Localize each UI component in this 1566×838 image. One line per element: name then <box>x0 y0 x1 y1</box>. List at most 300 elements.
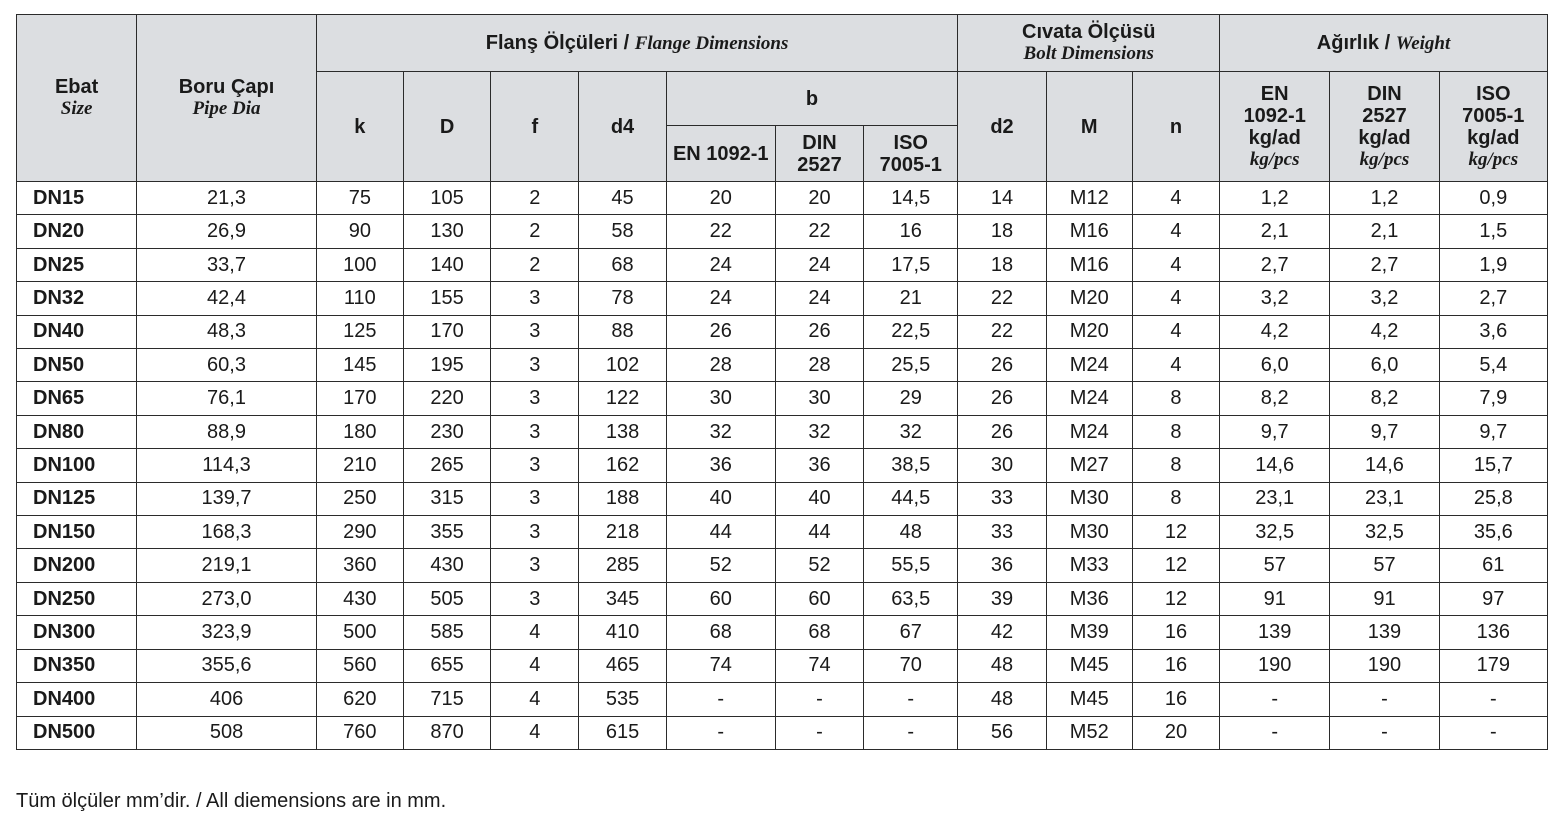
cell-b-iso7005: - <box>864 683 958 716</box>
cell-M: M24 <box>1046 382 1132 415</box>
cell-weight-din2527: 32,5 <box>1330 516 1439 549</box>
cell-b-en1092: 44 <box>666 516 775 549</box>
cell-k: 110 <box>316 282 403 315</box>
cell-d2: 39 <box>958 582 1046 615</box>
header-weight-din2527 <box>1330 72 1439 182</box>
cell-n: 4 <box>1132 315 1219 348</box>
cell-b-iso7005: 22,5 <box>864 315 958 348</box>
cell-size: DN15 <box>17 182 137 215</box>
cell-size: DN125 <box>17 482 137 515</box>
header-size-en: Size <box>60 98 93 119</box>
header-b-din2527 <box>775 126 863 182</box>
cell-weight-en1092: 190 <box>1220 649 1330 682</box>
cell-n: 12 <box>1132 582 1219 615</box>
cell-b-iso7005: 44,5 <box>864 482 958 515</box>
table-row <box>17 616 1548 649</box>
cell-d4: 410 <box>579 616 666 649</box>
header-k: k <box>316 72 403 182</box>
cell-weight-din2527: 139 <box>1330 616 1439 649</box>
cell-d4: 58 <box>579 215 666 248</box>
cell-D: 655 <box>403 649 490 682</box>
cell-D: 140 <box>403 248 490 281</box>
cell-D: 105 <box>403 182 490 215</box>
header-weight-en: Weight <box>1395 32 1451 54</box>
cell-b-en1092: 20 <box>666 182 775 215</box>
cell-size: DN40 <box>17 315 137 348</box>
header-pipe-dia-tr: Boru Çapı <box>178 76 275 98</box>
cell-d2: 26 <box>958 382 1046 415</box>
cell-k: 560 <box>316 649 403 682</box>
cell-k: 180 <box>316 415 403 448</box>
cell-weight-iso7005: 35,6 <box>1439 516 1547 549</box>
header-weight-iso7005-l2: 7005-1 <box>1462 104 1525 127</box>
header-weight-din2527-l2: 2527 <box>1362 104 1407 127</box>
cell-D: 715 <box>403 683 490 716</box>
cell-D: 155 <box>403 282 490 315</box>
cell-size: DN150 <box>17 516 137 549</box>
table-row <box>17 449 1548 482</box>
cell-weight-iso7005: 61 <box>1439 549 1547 582</box>
cell-weight-en1092: 91 <box>1220 582 1330 615</box>
header-b-iso7005-l1: ISO <box>893 131 928 154</box>
cell-d4: 162 <box>579 449 666 482</box>
cell-weight-din2527: 57 <box>1330 549 1439 582</box>
cell-b-en1092: - <box>666 716 775 750</box>
cell-D: 585 <box>403 616 490 649</box>
cell-weight-din2527: 23,1 <box>1330 482 1439 515</box>
cell-b-din2527: 68 <box>775 616 863 649</box>
cell-f: 3 <box>491 415 579 448</box>
cell-M: M39 <box>1046 616 1132 649</box>
cell-weight-iso7005: 1,9 <box>1439 248 1547 281</box>
header-weight-iso7005 <box>1439 72 1547 182</box>
cell-f: 3 <box>491 449 579 482</box>
cell-b-din2527: 22 <box>775 215 863 248</box>
cell-pipe-dia: 48,3 <box>137 315 316 348</box>
cell-d4: 535 <box>579 683 666 716</box>
cell-M: M30 <box>1046 516 1132 549</box>
cell-weight-din2527: 6,0 <box>1330 349 1439 382</box>
cell-f: 4 <box>491 649 579 682</box>
cell-k: 360 <box>316 549 403 582</box>
cell-size: DN500 <box>17 716 137 750</box>
cell-n: 12 <box>1132 549 1219 582</box>
cell-size: DN65 <box>17 382 137 415</box>
cell-b-en1092: 36 <box>666 449 775 482</box>
cell-k: 125 <box>316 315 403 348</box>
cell-d4: 345 <box>579 582 666 615</box>
cell-weight-en1092: 139 <box>1220 616 1330 649</box>
cell-weight-en1092: 1,2 <box>1220 182 1330 215</box>
cell-D: 230 <box>403 415 490 448</box>
cell-weight-iso7005: 3,6 <box>1439 315 1547 348</box>
cell-b-din2527: 40 <box>775 482 863 515</box>
cell-n: 8 <box>1132 482 1219 515</box>
header-d2: d2 <box>958 72 1046 182</box>
cell-weight-iso7005: 15,7 <box>1439 449 1547 482</box>
header-b-iso7005-l2: 7005-1 <box>879 153 942 176</box>
cell-pipe-dia: 42,4 <box>137 282 316 315</box>
cell-weight-iso7005: - <box>1439 683 1547 716</box>
table-row <box>17 683 1548 716</box>
cell-weight-en1092: 14,6 <box>1220 449 1330 482</box>
cell-b-en1092: 74 <box>666 649 775 682</box>
cell-f: 3 <box>491 349 579 382</box>
cell-d4: 102 <box>579 349 666 382</box>
header-weight-tr: Ağırlık / <box>1316 31 1391 54</box>
cell-b-din2527: 32 <box>775 415 863 448</box>
cell-b-iso7005: 55,5 <box>864 549 958 582</box>
cell-d2: 22 <box>958 282 1046 315</box>
cell-weight-iso7005: 2,7 <box>1439 282 1547 315</box>
cell-f: 2 <box>491 215 579 248</box>
cell-d2: 26 <box>958 415 1046 448</box>
header-flange-dimensions <box>316 15 958 72</box>
cell-weight-iso7005: 9,7 <box>1439 415 1547 448</box>
table-row <box>17 349 1548 382</box>
header-b: b <box>666 72 958 126</box>
cell-b-en1092: 26 <box>666 315 775 348</box>
cell-b-en1092: 28 <box>666 349 775 382</box>
cell-b-en1092: - <box>666 683 775 716</box>
table-header <box>17 15 1548 182</box>
table-row <box>17 415 1548 448</box>
header-weight-din2527-unit-tr: kg/ad <box>1358 126 1411 149</box>
cell-M: M30 <box>1046 482 1132 515</box>
cell-weight-din2527: - <box>1330 716 1439 750</box>
cell-k: 90 <box>316 215 403 248</box>
footnote: Tüm ölçüler mm’dir. / All diemensions are in mm. <box>16 790 447 812</box>
header-d4: d4 <box>579 72 666 182</box>
cell-b-en1092: 32 <box>666 415 775 448</box>
cell-f: 3 <box>491 482 579 515</box>
cell-weight-iso7005: 7,9 <box>1439 382 1547 415</box>
cell-b-en1092: 30 <box>666 382 775 415</box>
cell-pipe-dia: 88,9 <box>137 415 316 448</box>
header-weight-iso7005-l1: ISO <box>1476 82 1511 105</box>
cell-k: 760 <box>316 716 403 750</box>
cell-d4: 68 <box>579 248 666 281</box>
header-b-din2527-l2: 2527 <box>797 153 842 176</box>
cell-pipe-dia: 139,7 <box>137 482 316 515</box>
cell-f: 3 <box>491 282 579 315</box>
header-f: f <box>491 72 579 182</box>
cell-M: M45 <box>1046 683 1132 716</box>
cell-weight-iso7005: 136 <box>1439 616 1547 649</box>
cell-f: 4 <box>491 616 579 649</box>
cell-b-din2527: - <box>775 716 863 750</box>
table-row <box>17 649 1548 682</box>
cell-k: 170 <box>316 382 403 415</box>
cell-D: 505 <box>403 582 490 615</box>
cell-d4: 122 <box>579 382 666 415</box>
cell-b-iso7005: 67 <box>864 616 958 649</box>
header-bolt-dimensions <box>958 15 1220 72</box>
cell-M: M16 <box>1046 248 1132 281</box>
cell-f: 3 <box>491 516 579 549</box>
header-weight <box>1220 15 1548 72</box>
cell-pipe-dia: 33,7 <box>137 248 316 281</box>
cell-size: DN250 <box>17 582 137 615</box>
cell-D: 430 <box>403 549 490 582</box>
cell-pipe-dia: 406 <box>137 683 316 716</box>
header-weight-iso7005-unit-tr: kg/ad <box>1467 126 1520 149</box>
cell-d2: 48 <box>958 683 1046 716</box>
cell-b-din2527: 36 <box>775 449 863 482</box>
header-weight-en1092-l2: 1092-1 <box>1243 104 1306 127</box>
cell-k: 75 <box>316 182 403 215</box>
header-flange-tr: Flanş Ölçüleri / <box>485 31 630 54</box>
cell-d4: 615 <box>579 716 666 750</box>
table-row <box>17 182 1548 215</box>
cell-d4: 45 <box>579 182 666 215</box>
cell-size: DN200 <box>17 549 137 582</box>
cell-pipe-dia: 60,3 <box>137 349 316 382</box>
cell-b-iso7005: 48 <box>864 516 958 549</box>
cell-size: DN100 <box>17 449 137 482</box>
cell-n: 4 <box>1132 282 1219 315</box>
cell-n: 12 <box>1132 516 1219 549</box>
cell-weight-en1092: 6,0 <box>1220 349 1330 382</box>
cell-M: M45 <box>1046 649 1132 682</box>
cell-size: DN400 <box>17 683 137 716</box>
cell-b-iso7005: 63,5 <box>864 582 958 615</box>
cell-n: 8 <box>1132 382 1219 415</box>
table-row <box>17 516 1548 549</box>
cell-n: 16 <box>1132 616 1219 649</box>
cell-M: M20 <box>1046 282 1132 315</box>
table-row <box>17 382 1548 415</box>
cell-b-din2527: 28 <box>775 349 863 382</box>
cell-pipe-dia: 355,6 <box>137 649 316 682</box>
cell-d4: 88 <box>579 315 666 348</box>
cell-d4: 465 <box>579 649 666 682</box>
header-bolt-en: Bolt Dimensions <box>1023 43 1154 64</box>
cell-weight-din2527: 190 <box>1330 649 1439 682</box>
cell-weight-iso7005: 25,8 <box>1439 482 1547 515</box>
cell-weight-iso7005: - <box>1439 716 1547 750</box>
header-n: n <box>1132 72 1219 182</box>
cell-pipe-dia: 21,3 <box>137 182 316 215</box>
cell-k: 290 <box>316 516 403 549</box>
cell-b-din2527: 20 <box>775 182 863 215</box>
cell-D: 220 <box>403 382 490 415</box>
cell-f: 3 <box>491 549 579 582</box>
cell-pipe-dia: 323,9 <box>137 616 316 649</box>
cell-M: M36 <box>1046 582 1132 615</box>
cell-d2: 48 <box>958 649 1046 682</box>
cell-M: M24 <box>1046 349 1132 382</box>
header-b-iso7005 <box>864 126 958 182</box>
header-M: M <box>1046 72 1132 182</box>
cell-D: 170 <box>403 315 490 348</box>
cell-k: 250 <box>316 482 403 515</box>
cell-f: 3 <box>491 315 579 348</box>
cell-size: DN20 <box>17 215 137 248</box>
cell-weight-din2527: 3,2 <box>1330 282 1439 315</box>
cell-f: 2 <box>491 182 579 215</box>
header-size <box>17 15 137 182</box>
cell-weight-en1092: 9,7 <box>1220 415 1330 448</box>
table-row <box>17 482 1548 515</box>
cell-weight-din2527: 2,1 <box>1330 215 1439 248</box>
header-weight-en1092 <box>1220 72 1330 182</box>
header-weight-din2527-l1: DIN <box>1367 82 1402 105</box>
cell-b-din2527: - <box>775 683 863 716</box>
cell-weight-en1092: 2,7 <box>1220 248 1330 281</box>
cell-weight-iso7005: 179 <box>1439 649 1547 682</box>
cell-weight-din2527: 91 <box>1330 582 1439 615</box>
cell-d2: 18 <box>958 248 1046 281</box>
cell-b-din2527: 26 <box>775 315 863 348</box>
cell-f: 2 <box>491 248 579 281</box>
cell-size: DN25 <box>17 248 137 281</box>
cell-weight-din2527: - <box>1330 683 1439 716</box>
cell-d4: 138 <box>579 415 666 448</box>
cell-n: 4 <box>1132 349 1219 382</box>
table-row <box>17 215 1548 248</box>
header-weight-din2527-unit-en: kg/pcs <box>1359 148 1410 170</box>
cell-b-en1092: 22 <box>666 215 775 248</box>
cell-size: DN80 <box>17 415 137 448</box>
cell-M: M27 <box>1046 449 1132 482</box>
cell-k: 100 <box>316 248 403 281</box>
header-D: D <box>403 72 490 182</box>
table-row <box>17 315 1548 348</box>
cell-k: 145 <box>316 349 403 382</box>
cell-b-din2527: 44 <box>775 516 863 549</box>
cell-pipe-dia: 26,9 <box>137 215 316 248</box>
cell-b-din2527: 24 <box>775 282 863 315</box>
cell-M: M24 <box>1046 415 1132 448</box>
cell-M: M12 <box>1046 182 1132 215</box>
cell-b-iso7005: 38,5 <box>864 449 958 482</box>
cell-d2: 26 <box>958 349 1046 382</box>
cell-weight-en1092: - <box>1220 716 1330 750</box>
cell-d2: 18 <box>958 215 1046 248</box>
table-row <box>17 282 1548 315</box>
cell-b-en1092: 68 <box>666 616 775 649</box>
cell-d2: 56 <box>958 716 1046 750</box>
cell-b-din2527: 24 <box>775 248 863 281</box>
header-weight-en1092-l1: EN <box>1260 82 1289 105</box>
cell-pipe-dia: 219,1 <box>137 549 316 582</box>
cell-weight-en1092: 3,2 <box>1220 282 1330 315</box>
cell-weight-en1092: - <box>1220 683 1330 716</box>
cell-weight-iso7005: 97 <box>1439 582 1547 615</box>
cell-n: 4 <box>1132 215 1219 248</box>
cell-b-iso7005: - <box>864 716 958 750</box>
cell-M: M20 <box>1046 315 1132 348</box>
cell-M: M33 <box>1046 549 1132 582</box>
cell-M: M16 <box>1046 215 1132 248</box>
cell-b-en1092: 24 <box>666 248 775 281</box>
cell-d4: 188 <box>579 482 666 515</box>
cell-d4: 218 <box>579 516 666 549</box>
cell-weight-din2527: 9,7 <box>1330 415 1439 448</box>
cell-pipe-dia: 114,3 <box>137 449 316 482</box>
cell-weight-en1092: 2,1 <box>1220 215 1330 248</box>
cell-n: 8 <box>1132 415 1219 448</box>
cell-weight-din2527: 14,6 <box>1330 449 1439 482</box>
cell-b-din2527: 52 <box>775 549 863 582</box>
cell-pipe-dia: 273,0 <box>137 582 316 615</box>
cell-d4: 285 <box>579 549 666 582</box>
cell-d4: 78 <box>579 282 666 315</box>
cell-weight-iso7005: 5,4 <box>1439 349 1547 382</box>
table-row <box>17 549 1548 582</box>
header-bolt-tr: Cıvata Ölçüsü <box>1022 21 1156 43</box>
cell-weight-en1092: 8,2 <box>1220 382 1330 415</box>
cell-n: 4 <box>1132 182 1219 215</box>
header-b-en1092: EN 1092-1 <box>666 126 775 182</box>
cell-weight-en1092: 4,2 <box>1220 315 1330 348</box>
cell-d2: 14 <box>958 182 1046 215</box>
cell-size: DN350 <box>17 649 137 682</box>
cell-D: 870 <box>403 716 490 750</box>
cell-pipe-dia: 508 <box>137 716 316 750</box>
cell-f: 3 <box>491 582 579 615</box>
cell-b-din2527: 74 <box>775 649 863 682</box>
cell-D: 355 <box>403 516 490 549</box>
cell-weight-iso7005: 1,5 <box>1439 215 1547 248</box>
flange-dimensions-table <box>16 14 1548 750</box>
cell-D: 265 <box>403 449 490 482</box>
table-body <box>17 182 1548 750</box>
header-weight-en1092-unit-en: kg/pcs <box>1249 148 1300 170</box>
cell-size: DN32 <box>17 282 137 315</box>
cell-weight-en1092: 23,1 <box>1220 482 1330 515</box>
cell-k: 210 <box>316 449 403 482</box>
cell-n: 16 <box>1132 649 1219 682</box>
cell-b-iso7005: 25,5 <box>864 349 958 382</box>
cell-f: 4 <box>491 683 579 716</box>
cell-n: 16 <box>1132 683 1219 716</box>
cell-n: 8 <box>1132 449 1219 482</box>
cell-b-iso7005: 21 <box>864 282 958 315</box>
cell-k: 430 <box>316 582 403 615</box>
cell-D: 130 <box>403 215 490 248</box>
header-size-tr: Ebat <box>54 76 99 98</box>
cell-b-en1092: 52 <box>666 549 775 582</box>
cell-b-iso7005: 70 <box>864 649 958 682</box>
cell-b-iso7005: 16 <box>864 215 958 248</box>
cell-pipe-dia: 168,3 <box>137 516 316 549</box>
cell-weight-din2527: 4,2 <box>1330 315 1439 348</box>
cell-b-iso7005: 17,5 <box>864 248 958 281</box>
cell-d2: 22 <box>958 315 1046 348</box>
cell-f: 4 <box>491 716 579 750</box>
cell-d2: 33 <box>958 482 1046 515</box>
cell-n: 20 <box>1132 716 1219 750</box>
cell-D: 195 <box>403 349 490 382</box>
cell-weight-din2527: 1,2 <box>1330 182 1439 215</box>
cell-pipe-dia: 76,1 <box>137 382 316 415</box>
table-row <box>17 582 1548 615</box>
cell-weight-din2527: 2,7 <box>1330 248 1439 281</box>
cell-d2: 33 <box>958 516 1046 549</box>
cell-d2: 36 <box>958 549 1046 582</box>
cell-b-en1092: 60 <box>666 582 775 615</box>
cell-f: 3 <box>491 382 579 415</box>
cell-b-din2527: 60 <box>775 582 863 615</box>
cell-b-iso7005: 32 <box>864 415 958 448</box>
header-b-din2527-l1: DIN <box>802 131 837 154</box>
header-weight-en1092-unit-tr: kg/ad <box>1248 126 1301 149</box>
cell-M: M52 <box>1046 716 1132 750</box>
cell-weight-iso7005: 0,9 <box>1439 182 1547 215</box>
cell-d2: 42 <box>958 616 1046 649</box>
